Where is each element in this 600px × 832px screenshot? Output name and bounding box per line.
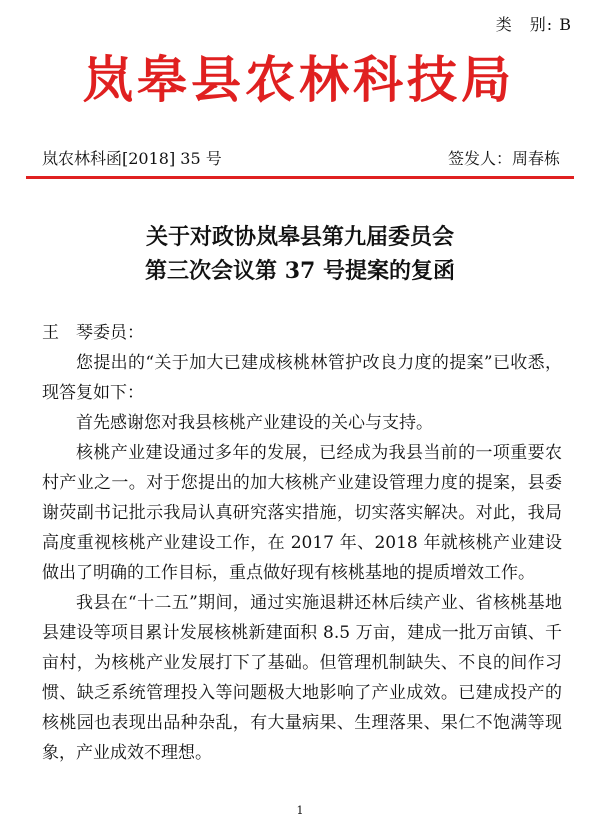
letter-body [42, 318, 562, 768]
paragraph: 我县在“十二五”期间，通过实施退耕还林后续产业、省核桃基地县建设等项目累计发展核桃新建面积 8.5 万亩，建成一批万亩镇、千亩村，为核桃产业发展打下了基础。但管理机制缺失、不良的间作习惯、缺乏系统管理投入等问题极大地影响了产业成效。已建成投产的核桃园也表现出品种杂乱，有大量病果、生理落果、果仁不饱满等现象，产业成效不理想。 [42, 593, 562, 763]
document-number: 岚农林科函[2018] 35 号 [42, 149, 222, 168]
paragraph: 您提出的“关于加大已建成核桃林管护改良力度的提案”已收悉，现答复如下： [42, 353, 562, 403]
title-line-1: 关于对政协岚皋县第九届委员会 [145, 224, 454, 250]
salutation: 王 琴委员： [42, 323, 144, 343]
agency-letterhead: 岚皋县农林科技局 [83, 50, 515, 109]
category-label: 类 别: [495, 15, 554, 34]
page-number: 1 [296, 804, 304, 817]
paragraph: 首先感谢您对我县核桃产业建设的关心与支持。 [76, 413, 433, 433]
category-marker [496, 12, 572, 35]
paragraph: 核桃产业建设通过多年的发展，已经成为我县当前的一项重要农村产业之一。对于您提出的加大核桃产业建设管理力度的提案，县委谢荧副书记批示我局认真研究落实措施，切实落实解决。对此，我局高度重视核桃产业建设工作，在 2017 年、2018 年就核桃产业建设做出了明确的工作目标，重点做好现有核桃基地的提质增效工作。 [42, 443, 562, 583]
signer: 签发人：周春栋 [447, 149, 560, 168]
title-line-2: 第三次会议第 37 号提案的复函 [145, 258, 455, 284]
letterhead-divider [26, 176, 574, 179]
category-value: B [559, 15, 572, 34]
document-title [0, 220, 600, 288]
